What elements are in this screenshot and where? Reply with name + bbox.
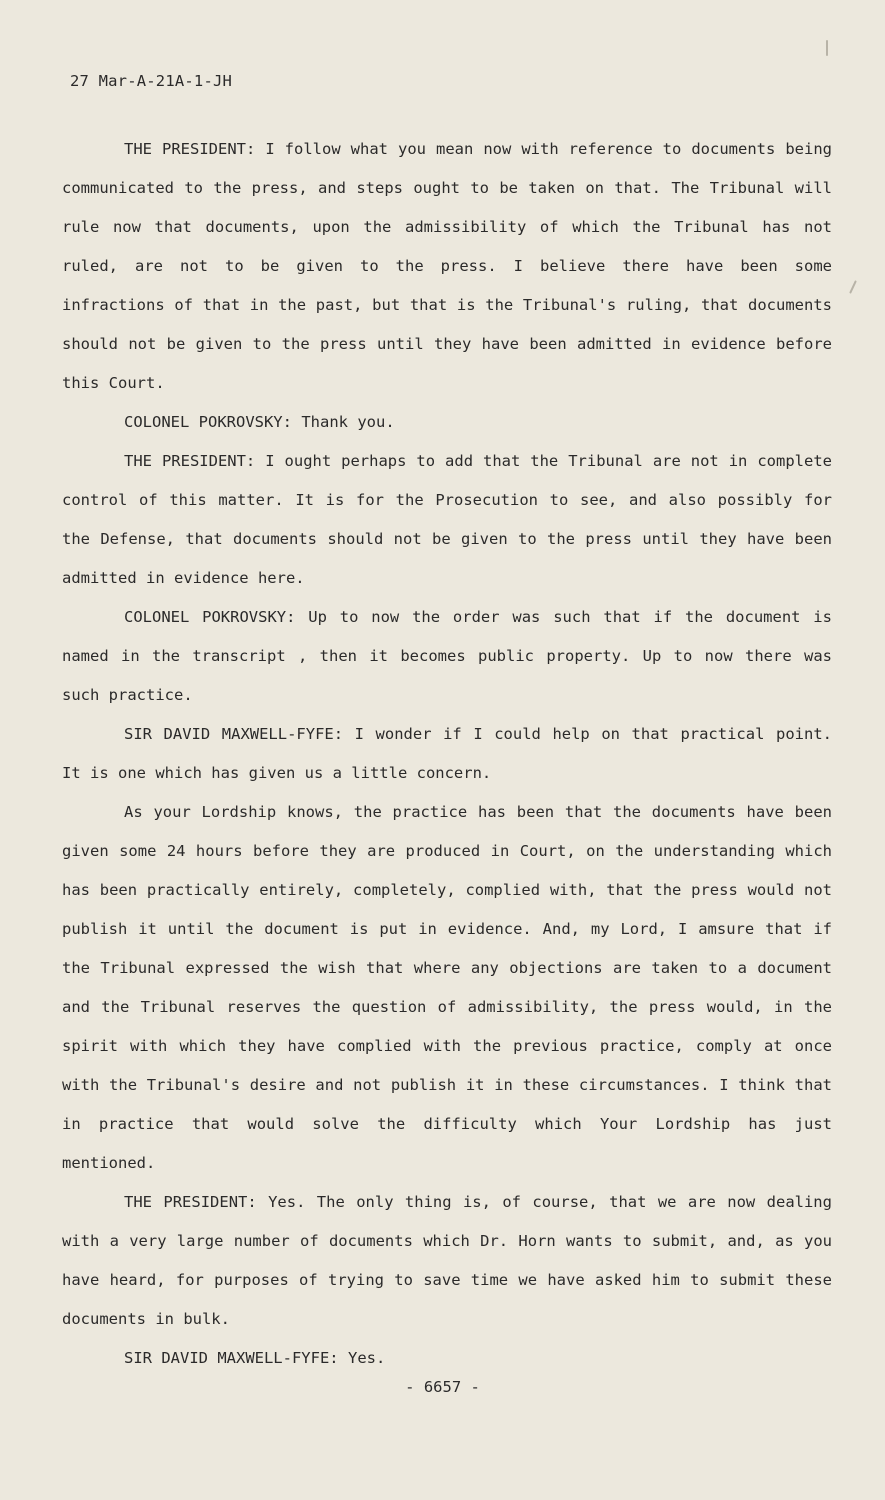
- paragraph: [62, 598, 832, 715]
- paragraph: [62, 1183, 832, 1339]
- paragraph: [62, 442, 832, 598]
- paragraph: [62, 793, 832, 1183]
- speaker-label: COLONEL POKROVSKY:: [124, 608, 296, 626]
- paragraph-text: I ought perhaps to add that the Tribunal are not in complete control of this matter. It is for the Prosecution to see, and also possibly for the Defense, that documents should not be given to the press until they have been admitted in evidence here.: [62, 452, 832, 587]
- paragraph-text: Yes.: [347, 1349, 386, 1367]
- speaker-label: THE PRESIDENT:: [124, 1193, 257, 1211]
- paper-edge-mark: [826, 40, 828, 56]
- paragraph-text: Up to now the order was such that if the document is named in the transcript , then it becomes public property. Up to now there was such practice.: [62, 608, 832, 704]
- paragraph: [62, 130, 832, 403]
- paragraph-text: Thank you.: [301, 413, 395, 431]
- page-number: - 6657 -: [405, 1378, 480, 1396]
- speaker-label: SIR DAVID MAXWELL-FYFE:: [124, 1349, 339, 1367]
- paragraph-text: As your Lordship knows, the practice has been that the documents have been given some 24 hours before they are produced in Court, on the understanding which has been practically entirely, completely, complied with, that the press would not publish it until the document is put in evidence. And, my Lord, I amsure that if the Tribunal expressed the wish that where any objections are taken to a document and the Tribunal reserves the question of admissibility, the press would, in the spirit with which they have complied with the previous practice, comply at once with the Tribunal's desire and not publish it in these circumstances. I think that in practice that would solve the difficulty which Your Lordship has just mentioned.: [62, 803, 832, 1172]
- speaker-label: COLONEL POKROVSKY:: [124, 413, 292, 431]
- paragraph: [62, 715, 832, 793]
- paragraph-text: Yes. The only thing is, of course, that we are now dealing with a very large number of documents which Dr. Horn wants to submit, and, as you have heard, for purposes of trying to save time we have asked him to submit these documents in bulk.: [62, 1193, 832, 1328]
- speaker-label: SIR DAVID MAXWELL-FYFE:: [124, 725, 344, 743]
- document-reference: 27 Mar-A-21A-1-JH: [70, 72, 233, 90]
- paragraph: [62, 403, 832, 442]
- speaker-label: THE PRESIDENT:: [124, 452, 256, 470]
- speaker-label: THE PRESIDENT:: [124, 140, 256, 158]
- paper-edge-mark: [849, 280, 857, 294]
- transcript-body: [62, 130, 832, 1378]
- paragraph-text: I wonder if I could help on that practical point. It is one which has given us a little concern.: [62, 725, 832, 782]
- paragraph: [62, 1339, 832, 1378]
- paragraph-text: I follow what you mean now with reference to documents being communicated to the press, and steps ought to be taken on that. The Tribunal will rule now that documents, upon the admissibility of which the Tribunal has not ruled, are not to be given to the press. I believe there have been some infractions of that in the past, but that is the Tribunal's ruling, that documents should not be given to the press until they have been admitted in evidence before this Court.: [62, 140, 832, 392]
